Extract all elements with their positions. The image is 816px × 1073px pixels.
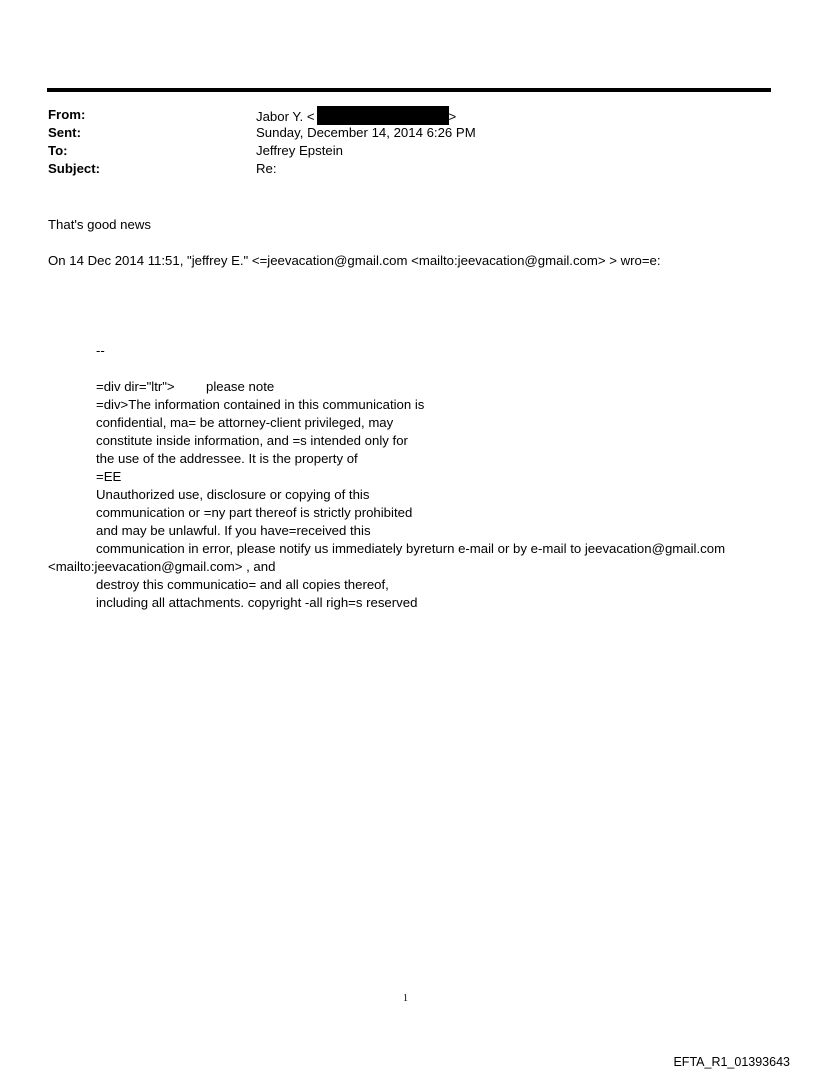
- signature-line: constitute inside information, and =s intended only for: [96, 433, 408, 448]
- subject-label: Subject:: [48, 161, 101, 176]
- reply-text: That's good news: [48, 217, 151, 232]
- signature-line: including all attachments. copyright -all righ=s reserved: [96, 595, 418, 610]
- sent-value: Sunday, December 14, 2014 6:26 PM: [256, 125, 476, 140]
- signature-line: =div>The information contained in this communication is: [96, 397, 425, 412]
- signature-line: destroy this communicatio= and all copies thereof,: [96, 577, 389, 592]
- signature-line: the use of the addressee. It is the property of: [96, 451, 358, 466]
- from-label: From:: [48, 107, 86, 122]
- signature-line: communication or =ny part thereof is strictly prohibited: [96, 505, 413, 520]
- email-header: [48, 106, 748, 182]
- from-suffix: >: [448, 109, 457, 124]
- header-divider: [47, 88, 771, 92]
- redaction-box: [317, 106, 449, 125]
- subject-value: Re:: [256, 161, 277, 176]
- quote-intro: On 14 Dec 2014 11:51, "jeffrey E." <=jeevacation@gmail.com <mailto:jeevacation@gmail.com> > wro=e:: [48, 253, 661, 268]
- to-label: To:: [48, 143, 68, 158]
- page-number: 1: [403, 993, 408, 1004]
- please-note-text: please note: [206, 379, 275, 394]
- from-value: [256, 106, 456, 126]
- sent-label: Sent:: [48, 125, 81, 140]
- signature-line: and may be unlawful. If you have=received this: [96, 523, 371, 538]
- document-id: EFTA_R1_01393643: [673, 1055, 790, 1069]
- signature-line: Unauthorized use, disclosure or copying of this: [96, 487, 370, 502]
- signature-separator: --: [96, 343, 105, 358]
- to-value: Jeffrey Epstein: [256, 143, 343, 158]
- signature-line: confidential, ma= be attorney-client privileged, may: [96, 415, 394, 430]
- signature-line: <mailto:jeevacation@gmail.com> , and: [48, 559, 276, 574]
- signature-line: =div dir="ltr">: [96, 379, 175, 394]
- signature-line: communication in error, please notify us immediately byreturn e-mail or by e-mail to jeevacation@gmail.com: [96, 541, 726, 556]
- from-name: Jabor Y. <: [256, 109, 315, 124]
- signature-line: =EE: [96, 469, 122, 484]
